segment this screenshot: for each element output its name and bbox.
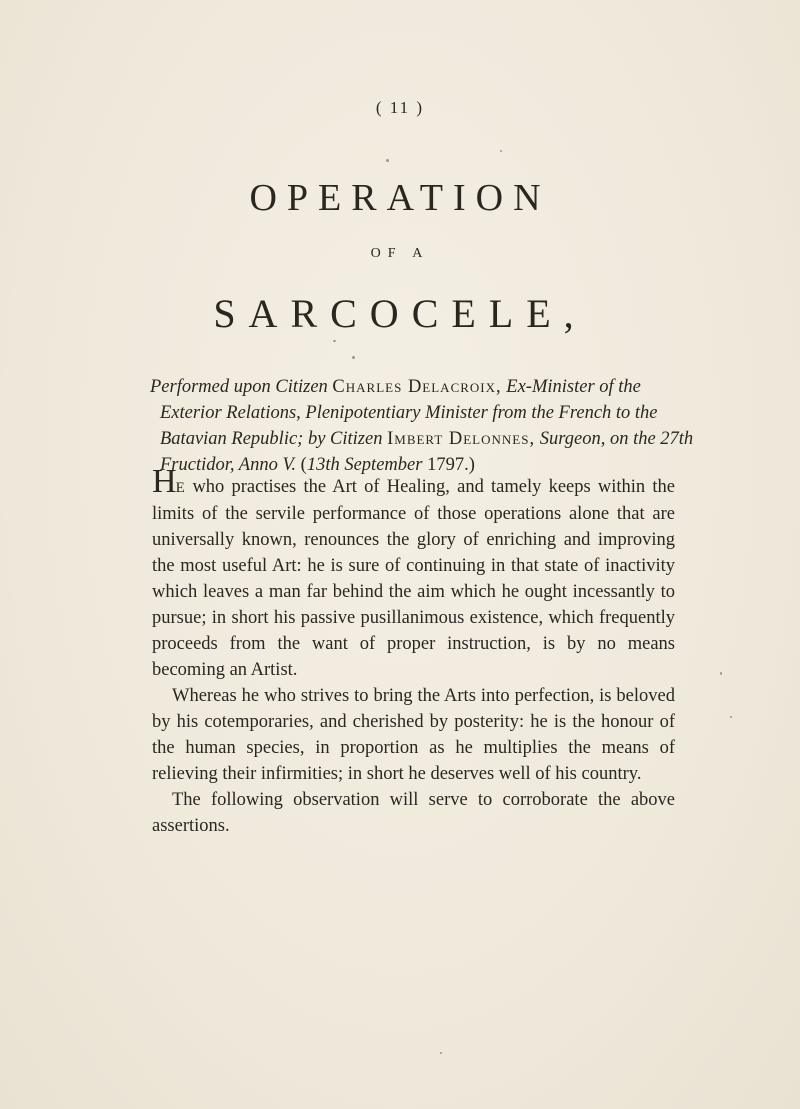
subtitle-name-delonnes: Imbert Delonnes, [387, 429, 536, 449]
paper-speck [730, 716, 732, 718]
subtitle-year: 1797.) [422, 455, 475, 475]
paper-speck [352, 356, 355, 359]
paper-speck [500, 150, 502, 152]
page-number: ( 11 ) [375, 98, 425, 117]
title-of-a: OF A [370, 246, 430, 261]
paragraph-2: Whereas he who strives to bring the Arts into perfection, is beloved by his cotemporaries, and cherished by posterity: he is the honour of the human species, in proportion as he multiplies the means of relieving their infirmities; in short he deserves well of his country. [152, 686, 675, 784]
subtitle-part5: 13th September [306, 455, 423, 475]
drop-cap: H [152, 463, 176, 500]
title-operation: OPERATION [249, 177, 551, 219]
subtitle-paren-open: ( [300, 455, 307, 475]
paper-speck [386, 159, 389, 162]
paper-speck [440, 1052, 442, 1054]
paragraph-3: The following observation will serve to corroborate the above assertions. [152, 790, 675, 836]
subtitle-part3: Surgeon, on the 27th Fructidor, Anno V. [160, 429, 694, 475]
subtitle-part1: Performed upon Citizen [150, 377, 333, 397]
title-sarcocele: SARCOCELE, [213, 291, 587, 336]
subtitle-name-delacroix: Charles Delacroix, [332, 377, 502, 397]
subtitle [150, 374, 695, 478]
paper-speck [720, 672, 722, 675]
drop-cap-rest: E [175, 480, 186, 496]
subtitle-part2: Ex-Minister of the Exterior Relations, Plenipotentiary Minister from the French to the Batavian Republic; by Citizen [160, 377, 658, 449]
paragraph-1-text: who practises the Art of Healing, and tamely keeps within the limits of the servile performance of those operations alone that are universally known, renounces the glory of enriching and improving the most useful Art: he is sure of continuing in that state of inactivity which leaves a man far behind the aim which he ought incessantly to pursue; in short his passive pusillanimous existence, which frequently proceeds from the want of proper instruction, is by no means becoming an Artist. [152, 477, 675, 680]
paper-speck [333, 340, 336, 342]
